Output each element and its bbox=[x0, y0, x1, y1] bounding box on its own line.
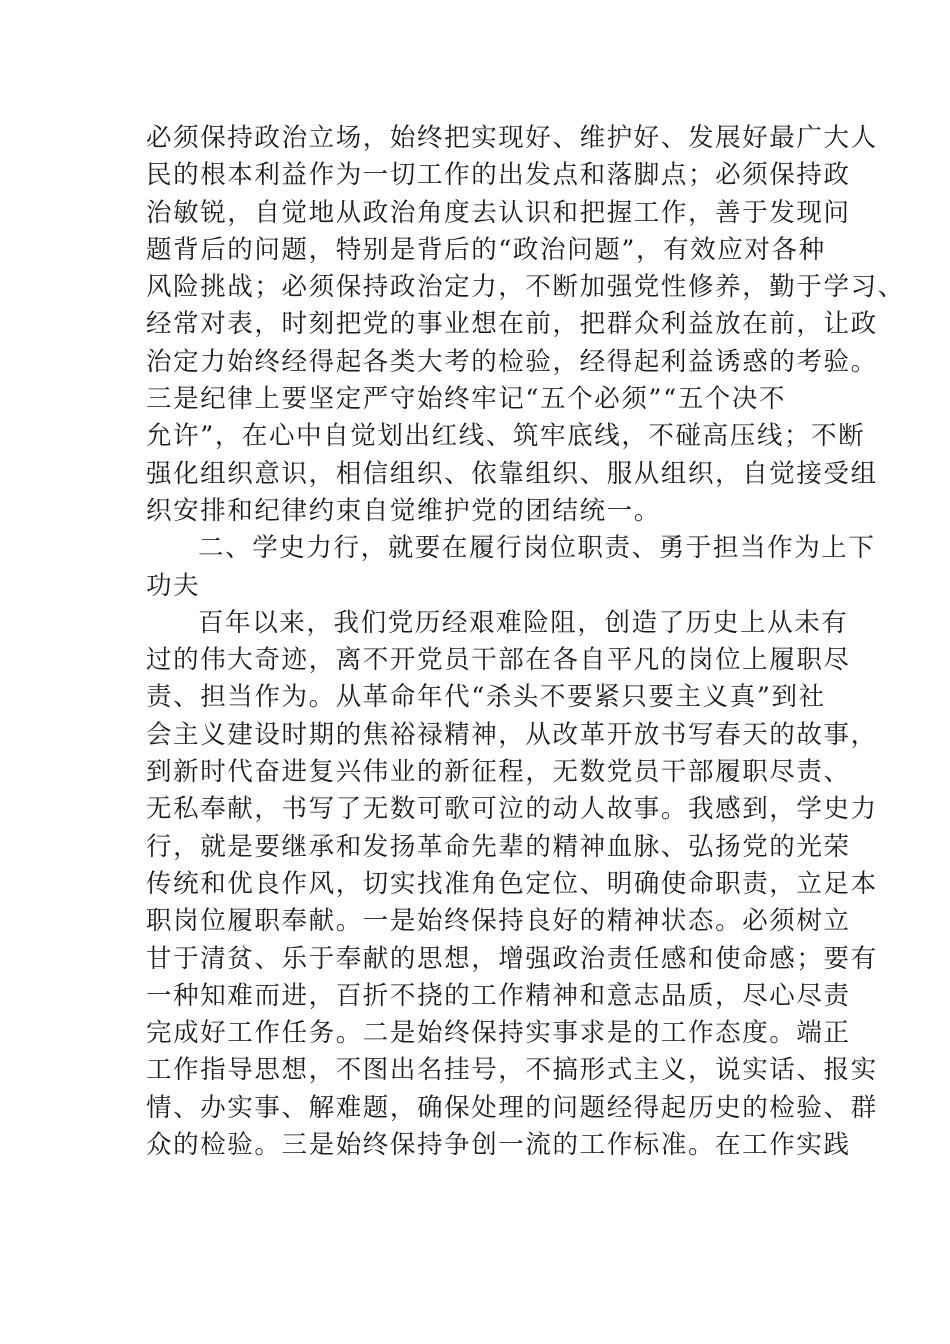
section-heading-line: 二、学史力行，就要在履行岗位职责、勇于担当作为上下 bbox=[198, 533, 876, 564]
text-line: 必须保持政治立场，始终把实现好、维护好、发展好最广大人 bbox=[146, 123, 878, 153]
body-text bbox=[146, 120, 905, 1164]
text-line: 民的根本利益作为一切工作的出发点和落脚点；必须保持政 bbox=[146, 160, 851, 191]
text-line: 完成好工作任务。二是始终保持实事求是的工作态度。端正 bbox=[146, 1018, 851, 1049]
text-line: 甘于清贫、乐于奉献的思想，增强政治责任感和使命感；要有 bbox=[146, 943, 878, 974]
text-line: 情、办实事、解难题，确保处理的问题经得起历史的检验、群 bbox=[146, 1092, 878, 1123]
text-line: 三是纪律上要坚定严守始终牢记“五个必须”“五个决不 bbox=[146, 384, 787, 415]
text-line: 工作指导思想，不图出名挂号，不搞形式主义，说实话、报实 bbox=[146, 1055, 878, 1086]
text-line: 允许”，在心中自觉划出红线、筑牢底线，不碰高压线；不断 bbox=[146, 421, 866, 452]
text-line: 会主义建设时期的焦裕禄精神，从改革开放书写春天的故事， bbox=[146, 719, 878, 750]
text-line: 无私奉献，书写了无数可歌可泣的动人故事。我感到，学史力 bbox=[146, 794, 878, 825]
text-line: 强化组织意识，相信组织、依靠组织、服从组织，自觉接受组 bbox=[146, 458, 878, 489]
text-line: 责、担当作为。从革命年代“杀头不要紧只要主义真”到社 bbox=[146, 682, 826, 713]
text-line: 织安排和纪律约束自觉维护党的团结统一。 bbox=[146, 495, 661, 526]
text-line: 过的伟大奇迹，离不开党员干部在各自平凡的岗位上履职尽 bbox=[146, 645, 851, 676]
text-line: 治定力始终经得起各类大考的检验，经得起利益诱惑的考验。 bbox=[146, 346, 878, 377]
text-line: 题背后的问题，特别是背后的“政治问题”，有效应对各种 bbox=[146, 234, 826, 265]
text-line: 经常对表，时刻把党的事业想在前，把群众利益放在前，让政 bbox=[146, 309, 878, 340]
text-line: 一种知难而进，百折不挠的工作精神和意志品质，尽心尽责 bbox=[146, 980, 851, 1011]
text-line: 传统和优良作风，切实找准角色定位、明确使命职责，立足本 bbox=[146, 868, 878, 899]
text-line: 职岗位履职奉献。一是始终保持良好的精神状态。必须树立 bbox=[146, 906, 851, 937]
text-line: 到新时代奋进复兴伟业的新征程，无数党员干部履职尽责、 bbox=[146, 757, 851, 788]
text-line: 众的检验。三是始终保持争创一流的工作标准。在工作实践 bbox=[146, 1130, 851, 1161]
section-heading-line: 功夫 bbox=[146, 570, 201, 601]
paragraph-first-line: 百年以来，我们党历经艰难险阻，创造了历史上从未有 bbox=[198, 607, 849, 638]
text-line: 治敏锐，自觉地从政治角度去认识和把握工作，善于发现问 bbox=[146, 197, 851, 228]
text-line: 行，就是要继承和发扬革命先辈的精神血脉、弘扬党的光荣 bbox=[146, 831, 851, 862]
text-line: 风险挑战；必须保持政治定力，不断加强党性修养，勤于学习、 bbox=[146, 272, 905, 303]
